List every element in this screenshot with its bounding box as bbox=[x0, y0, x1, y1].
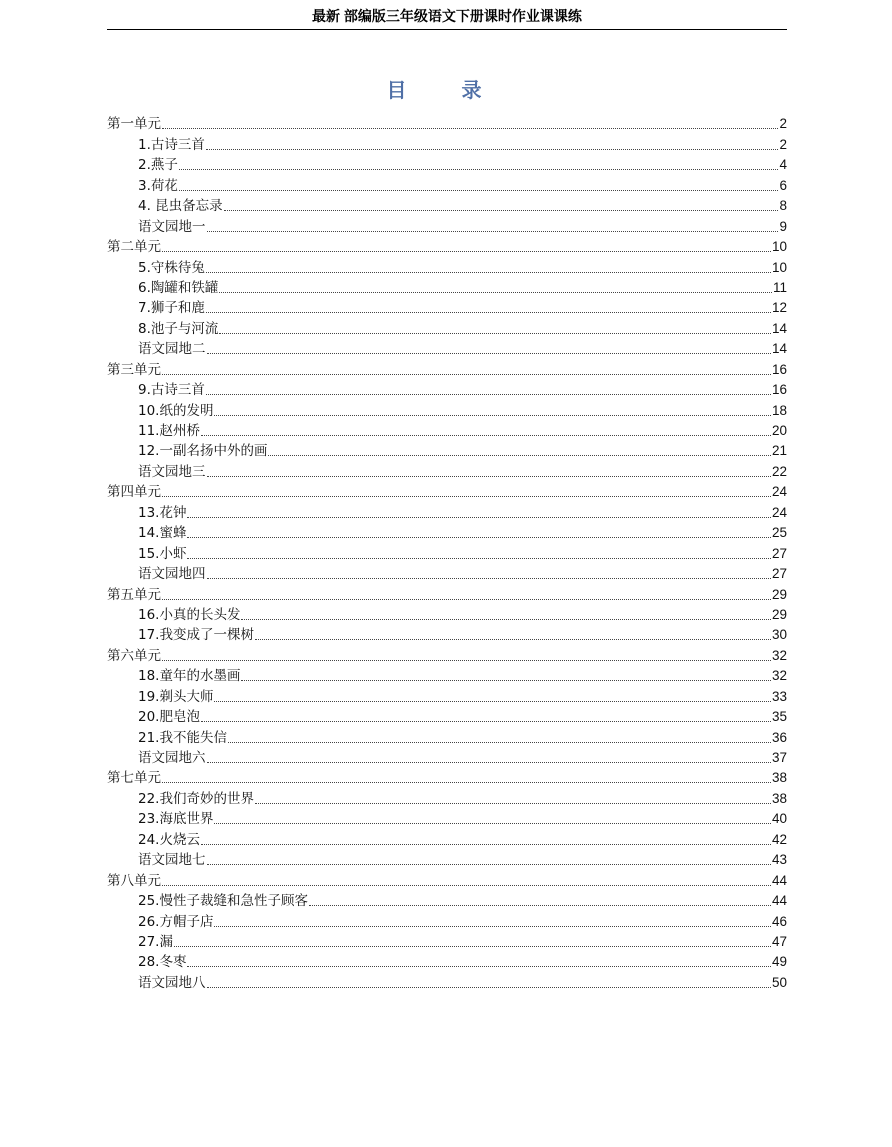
toc-heading: 目 录 bbox=[386, 78, 506, 102]
toc-page-number: 24 bbox=[771, 504, 787, 520]
dot-leader bbox=[162, 128, 778, 129]
toc-page-number: 14 bbox=[771, 341, 787, 357]
toc-entry-label: 21.我不能失信 bbox=[138, 729, 227, 746]
toc-page-number: 12 bbox=[771, 300, 787, 316]
toc-page-number: 32 bbox=[771, 668, 787, 684]
toc-lesson-entry[interactable] bbox=[107, 441, 787, 461]
toc-entry-label: 11.赵州桥 bbox=[138, 423, 200, 439]
toc-entry-label: 17.我变成了一棵树 bbox=[138, 627, 254, 644]
toc-lesson-entry[interactable] bbox=[107, 196, 787, 216]
toc-page-number: 37 bbox=[771, 750, 787, 765]
toc-lesson-entry[interactable] bbox=[107, 461, 787, 481]
toc-entry-label: 语文园地七 bbox=[138, 852, 206, 869]
dot-leader bbox=[207, 578, 771, 579]
toc-entry-label: 28.冬枣 bbox=[138, 954, 187, 971]
toc-page-number: 9 bbox=[779, 218, 787, 234]
toc-lesson-entry[interactable] bbox=[107, 339, 787, 359]
toc-entry-label: 18.童年的水墨画 bbox=[138, 668, 241, 685]
toc-entry-label: 语文园地三 bbox=[138, 463, 206, 480]
toc-entry-label: 第一单元 bbox=[107, 116, 161, 133]
toc-lesson-entry[interactable] bbox=[107, 625, 787, 645]
dot-leader bbox=[162, 782, 771, 783]
toc-unit-entry[interactable] bbox=[107, 768, 787, 788]
toc-page-number: 10 bbox=[771, 239, 787, 255]
dot-leader bbox=[162, 885, 771, 886]
toc-lesson-entry[interactable] bbox=[107, 748, 787, 768]
toc-entry-label: 2.燕子 bbox=[138, 157, 178, 174]
toc-entry-label: 第二单元 bbox=[107, 239, 161, 256]
toc-lesson-entry[interactable] bbox=[107, 318, 787, 338]
dot-leader bbox=[206, 272, 771, 273]
toc-page-number: 46 bbox=[771, 913, 787, 929]
dot-leader bbox=[174, 946, 771, 947]
toc-page-number: 29 bbox=[771, 586, 787, 602]
dot-leader bbox=[162, 660, 771, 661]
dot-leader bbox=[241, 680, 770, 681]
toc-entry-label: 4. 昆虫备忘录 bbox=[138, 198, 223, 215]
toc-unit-entry[interactable] bbox=[107, 584, 787, 604]
toc-entry-label: 13.花钟 bbox=[138, 504, 187, 521]
toc-page-number: 6 bbox=[779, 177, 787, 193]
toc-lesson-entry[interactable] bbox=[107, 175, 787, 195]
toc-entry-label: 26.方帽子店 bbox=[138, 913, 214, 930]
toc-entry-label: 7.狮子和鹿 bbox=[138, 300, 205, 317]
toc-page-number: 43 bbox=[771, 852, 787, 868]
dot-leader bbox=[241, 619, 770, 620]
dot-leader bbox=[206, 149, 779, 150]
dot-leader bbox=[214, 823, 770, 824]
dot-leader bbox=[309, 905, 771, 906]
toc-entry-label: 20.肥皂泡 bbox=[138, 709, 200, 726]
toc-entry-label: 第五单元 bbox=[107, 586, 161, 603]
toc-page-number: 35 bbox=[771, 709, 787, 725]
toc-page-number: 29 bbox=[771, 606, 787, 622]
toc-unit-entry[interactable] bbox=[107, 870, 787, 890]
toc-entry-label: 1.古诗三首 bbox=[138, 136, 205, 153]
toc-page-number: 44 bbox=[771, 872, 787, 888]
toc-page-number: 21 bbox=[771, 443, 787, 459]
toc-entry-label: 16.小真的长头发 bbox=[138, 606, 241, 623]
dot-leader bbox=[255, 803, 771, 804]
dot-leader bbox=[187, 966, 770, 967]
toc-lesson-entry[interactable] bbox=[107, 400, 787, 420]
dot-leader bbox=[187, 537, 770, 538]
toc-page-number: 25 bbox=[771, 525, 787, 541]
dot-leader bbox=[187, 517, 770, 518]
toc-entry-label: 9.古诗三首 bbox=[138, 382, 205, 399]
toc-entry-label: 12.一副名扬中外的画 bbox=[138, 443, 268, 460]
dot-leader bbox=[201, 435, 771, 436]
toc-lesson-entry[interactable] bbox=[107, 421, 787, 441]
toc-unit-entry[interactable] bbox=[107, 482, 787, 502]
dot-leader bbox=[207, 864, 771, 865]
toc-lesson-entry[interactable] bbox=[107, 911, 787, 931]
toc-entry-label: 第六单元 bbox=[107, 647, 161, 664]
toc-entry-label: 第四单元 bbox=[107, 484, 161, 501]
dot-leader bbox=[187, 558, 770, 559]
toc-lesson-entry[interactable] bbox=[107, 788, 787, 808]
toc-lesson-entry[interactable] bbox=[107, 257, 787, 277]
dot-leader bbox=[207, 353, 771, 354]
dot-leader bbox=[207, 987, 771, 988]
toc-page-number: 10 bbox=[771, 259, 787, 275]
dot-leader bbox=[219, 333, 771, 334]
toc-entry-label: 14.蜜蜂 bbox=[138, 525, 187, 542]
table-of-contents bbox=[107, 114, 787, 993]
toc-entry-label: 3.荷花 bbox=[138, 177, 178, 194]
toc-lesson-entry[interactable] bbox=[107, 216, 787, 236]
toc-entry-label: 10.纸的发明 bbox=[138, 402, 214, 419]
dot-leader bbox=[179, 190, 779, 191]
toc-page-number: 36 bbox=[771, 729, 787, 745]
toc-lesson-entry[interactable] bbox=[107, 278, 787, 298]
dot-leader bbox=[214, 926, 770, 927]
toc-page-number: 44 bbox=[771, 893, 787, 909]
toc-lesson-entry[interactable] bbox=[107, 543, 787, 563]
toc-entry-label: 24.火烧云 bbox=[138, 831, 200, 848]
toc-page-number: 47 bbox=[771, 933, 787, 949]
toc-lesson-entry[interactable] bbox=[107, 727, 787, 747]
toc-page-number: 27 bbox=[771, 566, 787, 582]
toc-page-number: 2 bbox=[779, 116, 787, 132]
toc-page-number: 20 bbox=[771, 423, 787, 438]
toc-page-number: 24 bbox=[771, 484, 787, 500]
toc-entry-label: 语文园地四 bbox=[138, 566, 206, 583]
toc-lesson-entry[interactable] bbox=[107, 502, 787, 522]
toc-lesson-entry[interactable] bbox=[107, 932, 787, 952]
toc-unit-entry[interactable] bbox=[107, 237, 787, 257]
dot-leader bbox=[162, 496, 771, 497]
toc-lesson-entry[interactable] bbox=[107, 134, 787, 154]
toc-lesson-entry[interactable] bbox=[107, 809, 787, 829]
toc-lesson-entry[interactable] bbox=[107, 605, 787, 625]
toc-lesson-entry[interactable] bbox=[107, 952, 787, 972]
toc-entry-label: 22.我们奇妙的世界 bbox=[138, 790, 254, 807]
toc-unit-entry[interactable] bbox=[107, 645, 787, 665]
toc-entry-label: 19.剃头大师 bbox=[138, 688, 214, 705]
toc-entry-label: 25.慢性子裁缝和急性子顾客 bbox=[138, 893, 308, 910]
toc-page-number: 8 bbox=[779, 198, 787, 214]
toc-page-number: 38 bbox=[771, 770, 787, 786]
dot-leader bbox=[268, 455, 770, 456]
toc-page-number: 38 bbox=[771, 790, 787, 806]
toc-page-number: 30 bbox=[771, 627, 787, 643]
toc-page-number: 42 bbox=[771, 831, 787, 847]
toc-entry-label: 6.陶罐和铁罐 bbox=[138, 279, 219, 296]
toc-page-number: 16 bbox=[771, 361, 787, 377]
toc-page-number: 2 bbox=[779, 136, 787, 152]
dot-leader bbox=[207, 231, 779, 232]
toc-entry-label: 23.海底世界 bbox=[138, 811, 214, 828]
dot-leader bbox=[162, 374, 771, 375]
toc-page-number: 40 bbox=[771, 811, 787, 827]
toc-lesson-entry[interactable] bbox=[107, 891, 787, 911]
toc-entry-label: 语文园地一 bbox=[138, 218, 206, 235]
page-header-title: 最新 部编版三年级语文下册课时作业课课练 bbox=[107, 5, 787, 30]
toc-page-number: 27 bbox=[771, 545, 787, 561]
dot-leader bbox=[219, 292, 772, 293]
toc-lesson-entry[interactable] bbox=[107, 707, 787, 727]
toc-entry-label: 5.守株待兔 bbox=[138, 259, 205, 276]
toc-page-number: 11 bbox=[772, 279, 787, 295]
toc-page-number: 4 bbox=[779, 157, 787, 173]
toc-page-number: 14 bbox=[771, 320, 787, 336]
dot-leader bbox=[224, 210, 779, 211]
toc-unit-entry[interactable] bbox=[107, 359, 787, 379]
toc-entry-label: 语文园地八 bbox=[138, 974, 206, 991]
toc-entry-label: 27.漏 bbox=[138, 933, 173, 950]
toc-page-number: 33 bbox=[771, 688, 787, 704]
toc-entry-label: 语文园地二 bbox=[138, 341, 206, 358]
toc-lesson-entry[interactable] bbox=[107, 298, 787, 318]
toc-lesson-entry[interactable] bbox=[107, 380, 787, 400]
toc-lesson-entry[interactable] bbox=[107, 850, 787, 870]
toc-lesson-entry[interactable] bbox=[107, 666, 787, 686]
dot-leader bbox=[201, 721, 771, 722]
toc-page-number: 16 bbox=[771, 382, 787, 398]
toc-lesson-entry[interactable] bbox=[107, 523, 787, 543]
toc-entry-label: 第三单元 bbox=[107, 361, 161, 378]
dot-leader bbox=[206, 312, 771, 313]
toc-unit-entry[interactable] bbox=[107, 114, 787, 134]
toc-lesson-entry[interactable] bbox=[107, 972, 787, 992]
toc-page-number: 18 bbox=[771, 402, 787, 418]
dot-leader bbox=[214, 415, 770, 416]
toc-lesson-entry[interactable] bbox=[107, 686, 787, 706]
toc-entry-label: 语文园地六 bbox=[138, 750, 206, 766]
dot-leader bbox=[214, 701, 770, 702]
toc-entry-label: 8.池子与河流 bbox=[138, 320, 219, 337]
toc-lesson-entry[interactable] bbox=[107, 564, 787, 584]
toc-lesson-entry[interactable] bbox=[107, 829, 787, 849]
dot-leader bbox=[162, 251, 771, 252]
toc-page-number: 22 bbox=[771, 463, 787, 479]
dot-leader bbox=[206, 394, 771, 395]
dot-leader bbox=[207, 762, 771, 763]
toc-entry-label: 15.小虾 bbox=[138, 545, 187, 562]
toc-page-number: 50 bbox=[771, 974, 787, 990]
dot-leader bbox=[201, 844, 771, 845]
dot-leader bbox=[228, 742, 771, 743]
toc-page-number: 32 bbox=[771, 647, 787, 663]
toc-entry-label: 第八单元 bbox=[107, 872, 161, 889]
dot-leader bbox=[179, 169, 779, 170]
toc-page-number: 49 bbox=[771, 954, 787, 970]
dot-leader bbox=[255, 639, 771, 640]
toc-entry-label: 第七单元 bbox=[107, 770, 161, 787]
dot-leader bbox=[162, 599, 771, 600]
dot-leader bbox=[207, 476, 771, 477]
toc-lesson-entry[interactable] bbox=[107, 155, 787, 175]
